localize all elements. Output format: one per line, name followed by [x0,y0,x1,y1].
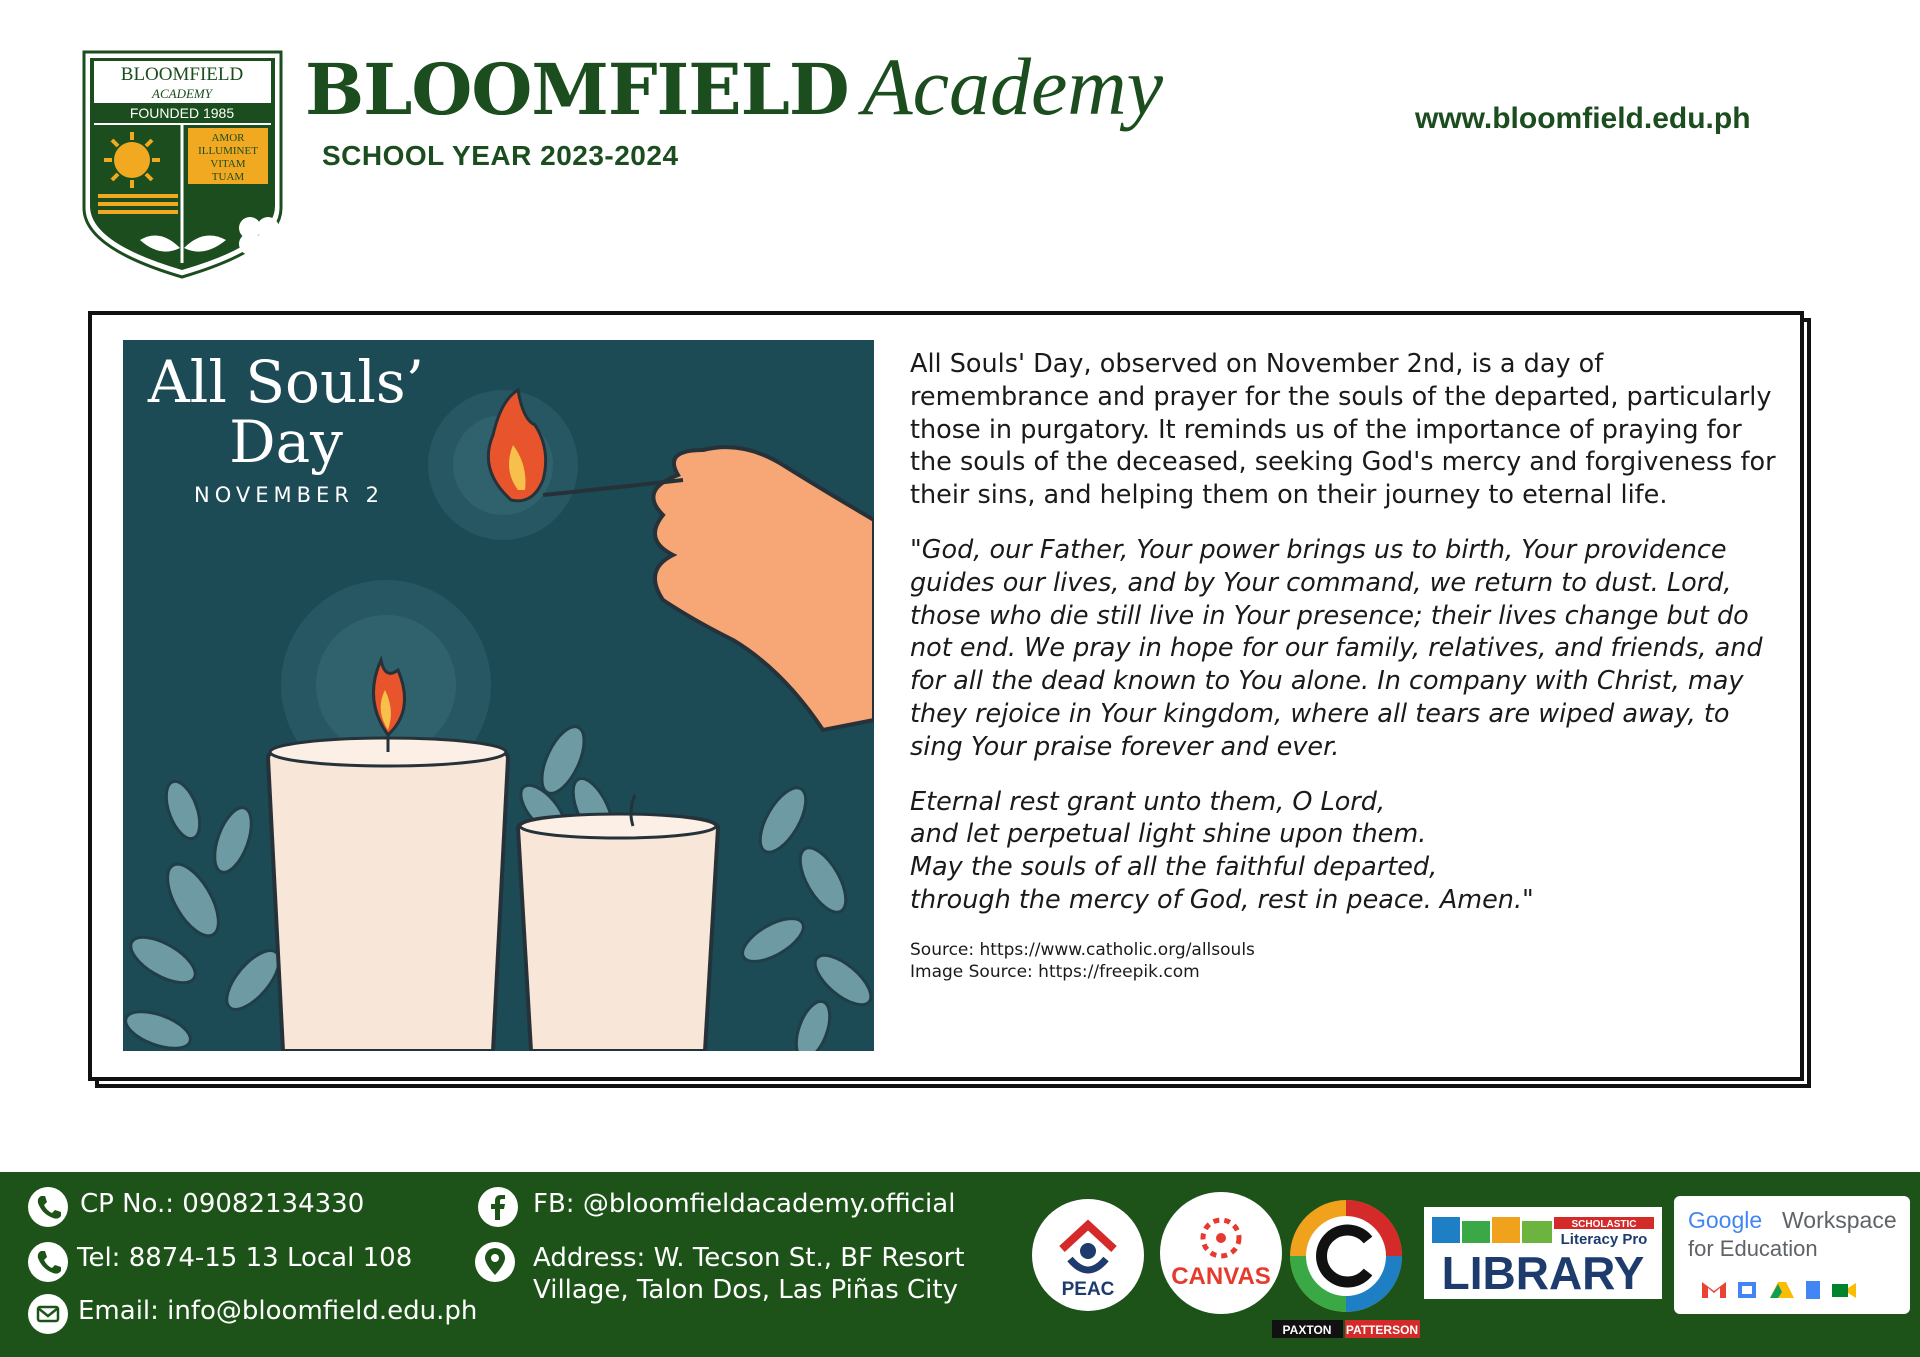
crest-motto-3: VITAM [210,158,246,170]
phone-icon [28,1187,68,1227]
facebook-handle[interactable]: FB: @bloomfieldacademy.official [533,1189,956,1219]
school-name-bold: BLOOMFIELD [305,48,849,131]
paxton-label: PAXTON [1282,1323,1332,1337]
facebook-icon [478,1187,518,1227]
email-address[interactable]: Email: info@bloomfield.edu.ph [78,1296,478,1326]
article-eternal-rest [910,786,1790,917]
eternal-rest-line: and let perpetual light shine upon them. [910,819,1427,850]
article-text [910,348,1790,983]
peac-label: PEAC [1061,1279,1115,1300]
tel-number: Tel: 8874-15 13 Local 108 [77,1243,413,1273]
crest-name: BLOOMFIELD [120,64,244,85]
all-souls-illustration [123,340,874,1051]
google-workspace-logo [1674,1196,1910,1314]
library-label: LIBRARY [1441,1247,1645,1299]
workspace-label: Workspace [1782,1207,1897,1233]
illustration-title-line2: Day [229,408,343,476]
meet-icon [1832,1283,1856,1298]
illustration-title-line1: All Souls’ [147,348,425,416]
scholastic-label: SCHOLASTIC [1571,1219,1637,1230]
address-line-2: Village, Talon Dos, Las Piñas City [533,1275,958,1305]
patterson-label: PATTERSON [1345,1323,1419,1337]
paxton-patterson-logo [1272,1194,1420,1340]
website-link[interactable]: www.bloomfield.edu.ph [1415,102,1751,135]
image-source: Image Source: https://freepik.com [910,961,1200,982]
canvas-logo [1160,1192,1282,1314]
sources [910,939,1790,983]
docs-icon [1806,1281,1820,1299]
school-name-script: Academy [862,41,1164,132]
drive-icon [1770,1282,1794,1298]
google-label: Google [1688,1207,1763,1233]
eternal-rest-line: Eternal rest grant unto them, O Lord, [910,786,1386,817]
eternal-rest-line: May the souls of all the faithful departed, [910,852,1438,883]
illustration-date: NOVEMBER 2 [194,483,384,507]
article-source: Source: https://www.catholic.org/allsouls [910,939,1255,960]
footer [0,1172,1920,1357]
article-intro: All Souls' Day, observed on November 2nd, is a day of remembrance and prayer for the souls of the departed, particularly those in purgatory. It reminds us of the importance of praying for the souls of the deceased, seeking God's mercy and forgiveness for their sins, and helping them on their journey to eternal life. [910,349,1776,511]
literacy-pro-label: Literacy Pro [1560,1231,1648,1248]
location-pin-icon [475,1242,515,1282]
calendar-icon [1738,1282,1756,1298]
article-prayer: "God, our Father, Your power brings us to birth, Your providence guides our lives, and by Your command, we return to dust. Lord, those who die still live in Your presence; their lives change but do not end. We pray in hope for our family, relatives, and friends, and for all the dead known to You alone. In company with Christ, may they rejoice in Your kingdom, where all tears are wiped away, to sing Your praise forever and ever. [910,534,1763,762]
address-line-1: Address: W. Tecson St., BF Resort [533,1243,965,1273]
email-icon [28,1294,68,1334]
school-year: SCHOOL YEAR 2023-2024 [322,140,679,171]
candle-unlit [518,795,718,1051]
scholastic-library-logo [1424,1207,1662,1299]
gmail-icon [1702,1282,1726,1298]
crest-founded: FOUNDED 1985 [129,105,235,121]
canvas-label: CANVAS [1171,1263,1271,1290]
for-education-label: for Education [1688,1236,1818,1261]
crest-motto-1: AMOR [211,132,245,144]
phone-icon [28,1242,68,1282]
crest-motto-4: TUAM [211,171,245,183]
cp-number: CP No.: 09082134330 [80,1189,365,1219]
school-name [305,41,1164,132]
crest-motto-2: ILLUMINET [198,145,258,157]
crest-academy: ACADEMY [152,86,212,101]
school-crest-logo [80,48,285,281]
peac-logo [1032,1199,1144,1311]
eternal-rest-line: through the mercy of God, rest in peace. Amen." [910,884,1534,915]
